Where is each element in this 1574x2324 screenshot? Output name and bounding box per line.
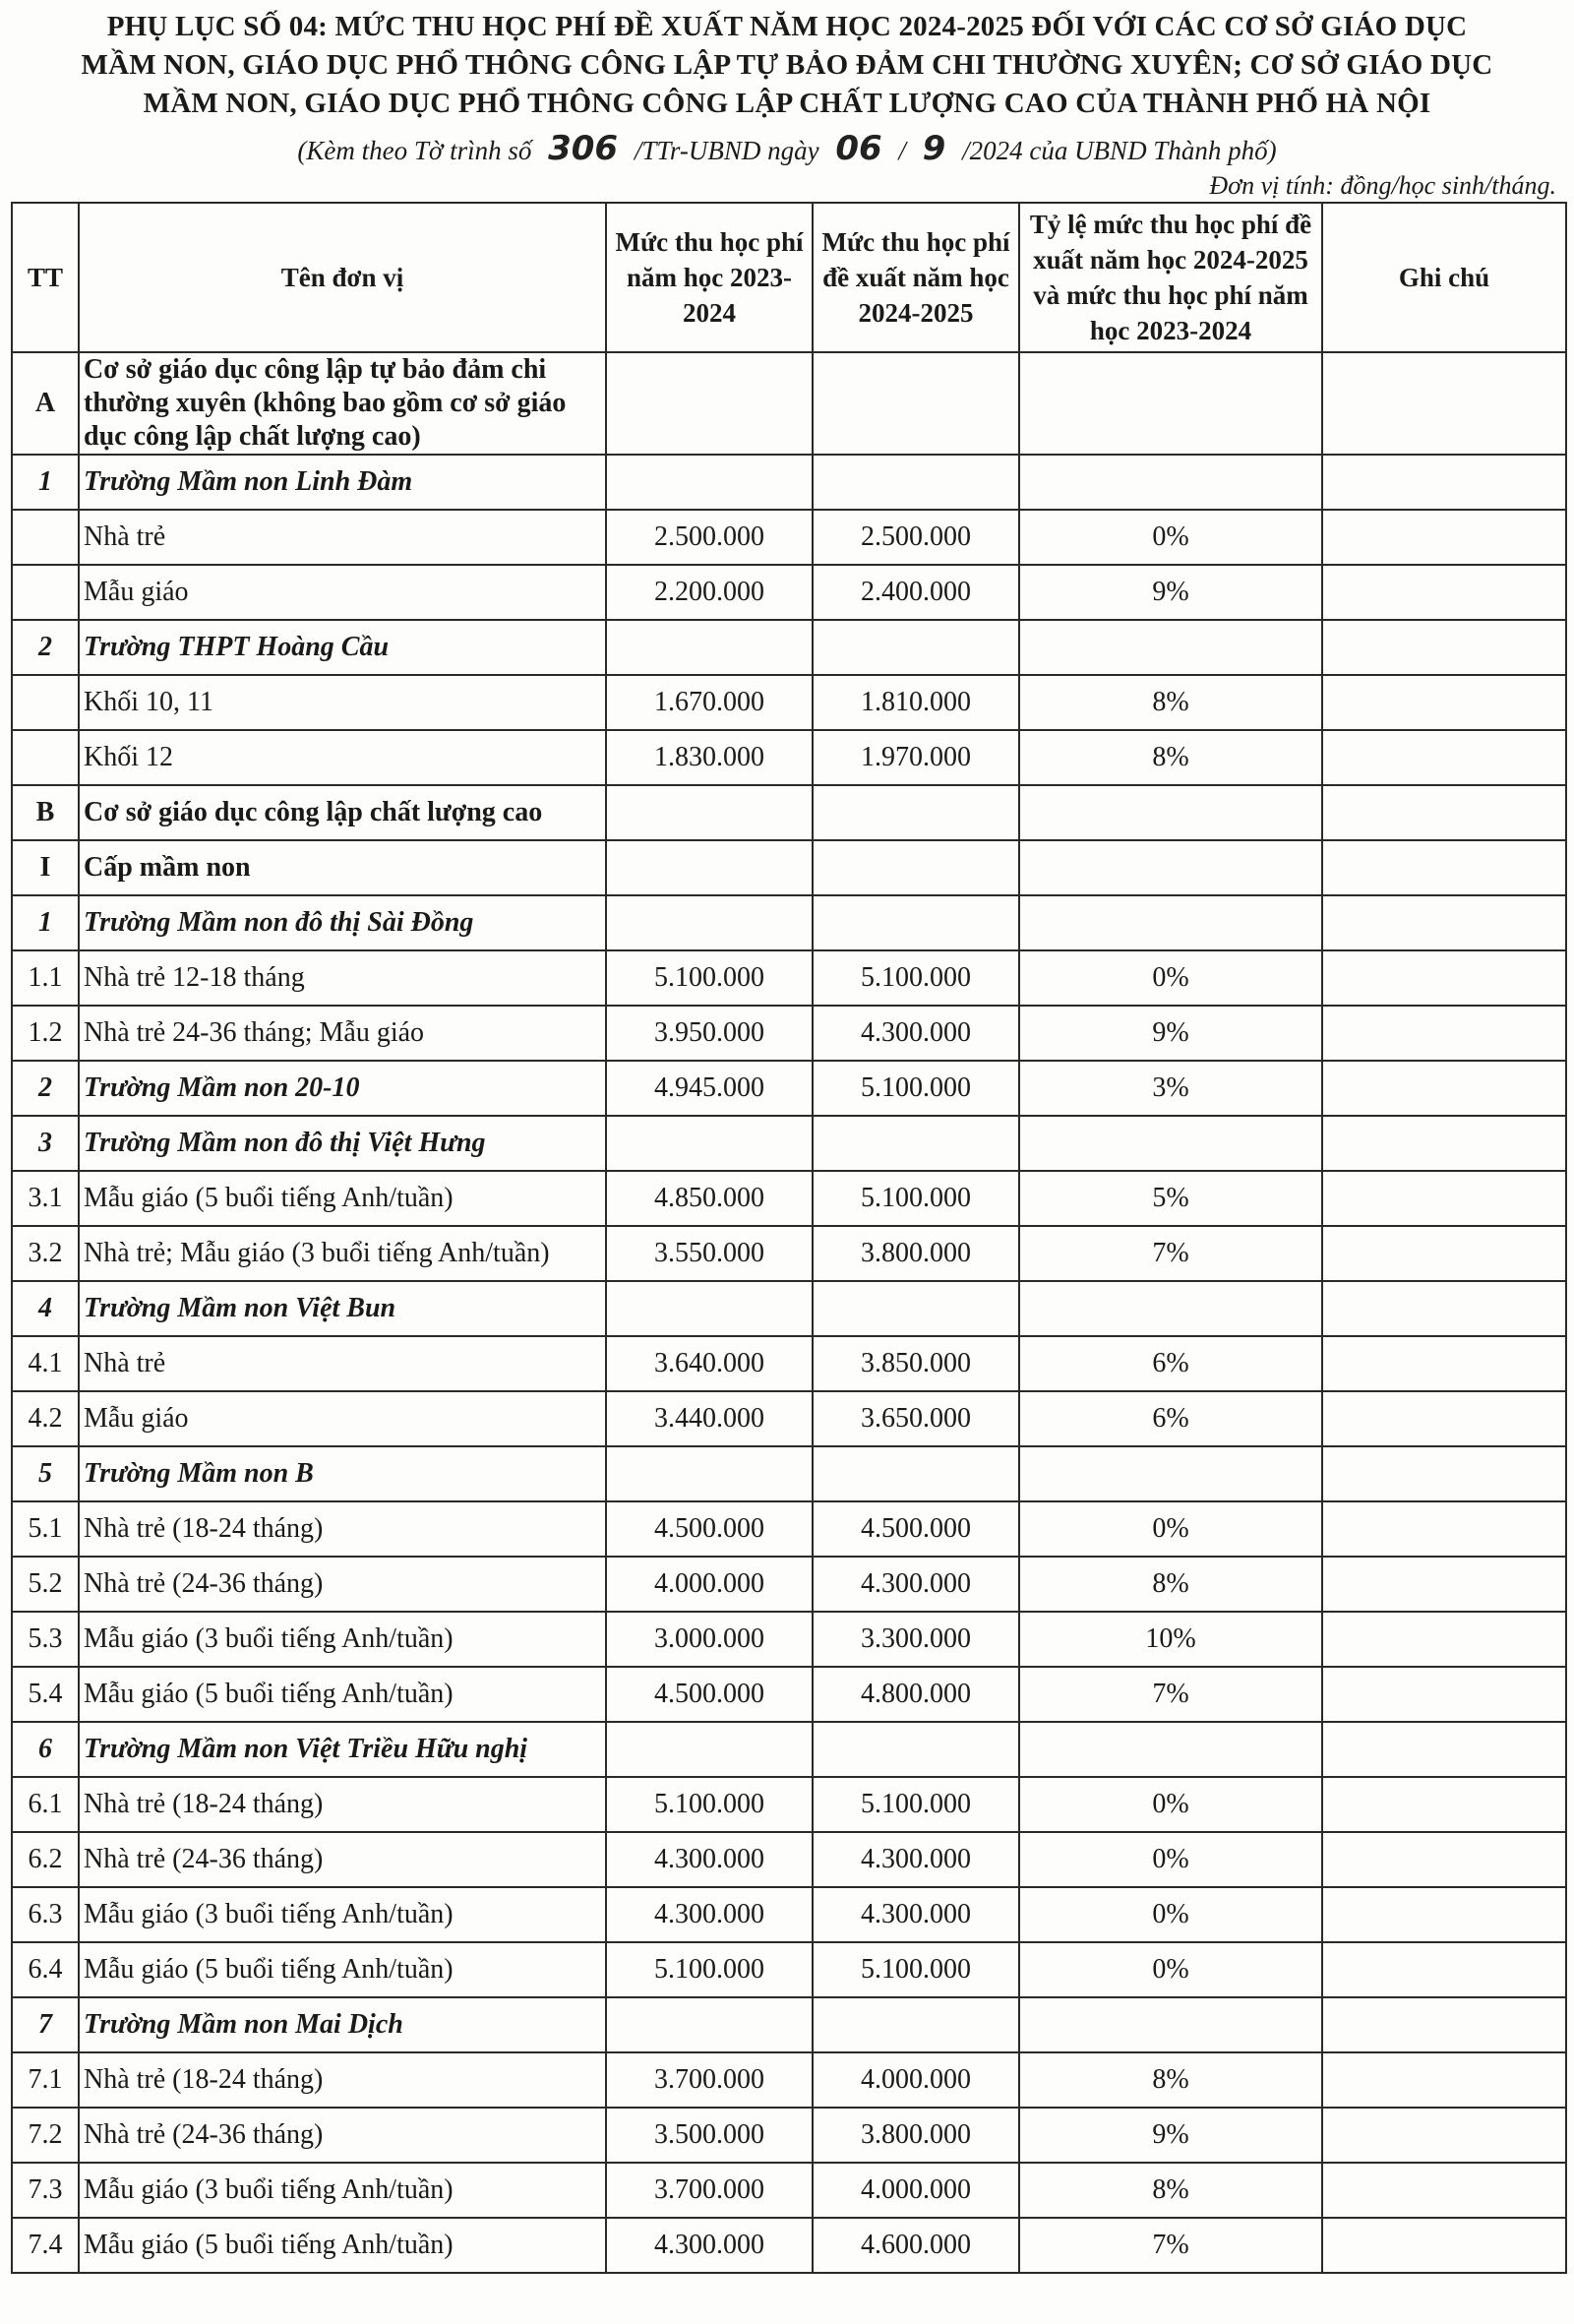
row-note-cell — [1322, 730, 1566, 785]
fee-table — [11, 202, 1567, 2274]
row-name-cell: Nhà trẻ — [79, 510, 606, 565]
row-ratio-cell — [1019, 352, 1322, 455]
row-tt-cell: 3.1 — [12, 1171, 79, 1226]
row-tt-cell: 4 — [12, 1281, 79, 1336]
row-note-cell — [1322, 455, 1566, 510]
row-name-cell: Cơ sở giáo dục công lập chất lượng cao — [79, 785, 606, 840]
row-name-cell: Khối 10, 11 — [79, 675, 606, 730]
row-tt-cell: 6.4 — [12, 1942, 79, 1997]
table-row — [12, 2108, 1566, 2163]
column-header-tt: TT — [12, 203, 79, 352]
row-fee-2024-2025-cell — [813, 840, 1019, 895]
row-name-cell: Trường Mầm non Mai Dịch — [79, 1997, 606, 2052]
row-name-cell: Trường Mầm non Việt Bun — [79, 1281, 606, 1336]
row-ratio-cell — [1019, 1281, 1322, 1336]
title-line: MẦM NON, GIÁO DỤC PHỔ THÔNG CÔNG LẬP CHẤT LƯỢNG CAO CỦA THÀNH PHỐ HÀ NỘI — [143, 88, 1431, 119]
table-row — [12, 840, 1566, 895]
row-name-cell: Nhà trẻ (18-24 tháng) — [79, 1777, 606, 1832]
row-tt-cell: A — [12, 352, 79, 455]
row-fee-2023-2024-cell — [606, 620, 813, 675]
table-row — [12, 1116, 1566, 1171]
row-tt-cell: 4.1 — [12, 1336, 79, 1391]
row-ratio-cell: 8% — [1019, 1557, 1322, 1612]
row-fee-2024-2025-cell: 4.800.000 — [813, 1667, 1019, 1722]
table-row — [12, 1391, 1566, 1446]
row-note-cell — [1322, 352, 1566, 455]
table-row — [12, 1501, 1566, 1557]
row-note-cell — [1322, 1061, 1566, 1116]
row-note-cell — [1322, 840, 1566, 895]
row-fee-2023-2024-cell: 3.640.000 — [606, 1336, 813, 1391]
row-ratio-cell: 9% — [1019, 2108, 1322, 2163]
row-ratio-cell — [1019, 1997, 1322, 2052]
row-name-cell: Nhà trẻ (24-36 tháng) — [79, 2108, 606, 2163]
row-note-cell — [1322, 1612, 1566, 1667]
row-ratio-cell: 5% — [1019, 1171, 1322, 1226]
row-name-cell: Mẫu giáo (5 buổi tiếng Anh/tuần) — [79, 2218, 606, 2273]
column-header-fee-2024-2025: Mức thu học phí đề xuất năm học 2024-2025 — [813, 203, 1019, 352]
row-note-cell — [1322, 2052, 1566, 2108]
row-fee-2023-2024-cell: 2.200.000 — [606, 565, 813, 620]
row-ratio-cell: 8% — [1019, 675, 1322, 730]
row-note-cell — [1322, 565, 1566, 620]
row-fee-2023-2024-cell: 4.945.000 — [606, 1061, 813, 1116]
row-note-cell — [1322, 1942, 1566, 1997]
row-note-cell — [1322, 675, 1566, 730]
row-tt-cell: 7.1 — [12, 2052, 79, 2108]
row-name-cell: Mẫu giáo (3 buổi tiếng Anh/tuần) — [79, 1887, 606, 1942]
table-row — [12, 1006, 1566, 1061]
row-fee-2024-2025-cell: 1.970.000 — [813, 730, 1019, 785]
row-ratio-cell — [1019, 840, 1322, 895]
table-row — [12, 1281, 1566, 1336]
row-tt-cell: 1.1 — [12, 950, 79, 1006]
row-name-cell: Trường THPT Hoàng Cầu — [79, 620, 606, 675]
row-name-cell: Mẫu giáo (3 buổi tiếng Anh/tuần) — [79, 2163, 606, 2218]
row-fee-2023-2024-cell — [606, 352, 813, 455]
table-row — [12, 950, 1566, 1006]
row-fee-2024-2025-cell: 3.800.000 — [813, 1226, 1019, 1281]
row-fee-2024-2025-cell: 4.300.000 — [813, 1006, 1019, 1061]
row-fee-2023-2024-cell: 3.700.000 — [606, 2163, 813, 2218]
table-row — [12, 785, 1566, 840]
row-fee-2023-2024-cell: 1.830.000 — [606, 730, 813, 785]
row-note-cell — [1322, 1006, 1566, 1061]
row-ratio-cell: 0% — [1019, 1887, 1322, 1942]
row-ratio-cell — [1019, 1722, 1322, 1777]
row-name-cell: Mẫu giáo (5 buổi tiếng Anh/tuần) — [79, 1942, 606, 1997]
row-fee-2024-2025-cell: 5.100.000 — [813, 1942, 1019, 1997]
table-row — [12, 1171, 1566, 1226]
row-name-cell: Mẫu giáo — [79, 1391, 606, 1446]
row-tt-cell: 6.3 — [12, 1887, 79, 1942]
row-ratio-cell: 0% — [1019, 1832, 1322, 1887]
row-tt-cell: 1.2 — [12, 1006, 79, 1061]
row-fee-2023-2024-cell — [606, 1722, 813, 1777]
row-name-cell: Mẫu giáo — [79, 565, 606, 620]
row-ratio-cell — [1019, 785, 1322, 840]
row-ratio-cell: 0% — [1019, 950, 1322, 1006]
row-fee-2024-2025-cell — [813, 1997, 1019, 2052]
row-ratio-cell: 7% — [1019, 1226, 1322, 1281]
row-fee-2024-2025-cell — [813, 1446, 1019, 1501]
row-fee-2023-2024-cell: 5.100.000 — [606, 1777, 813, 1832]
row-tt-cell: 7.4 — [12, 2218, 79, 2273]
row-tt-cell: 5.2 — [12, 1557, 79, 1612]
title-line: MẦM NON, GIÁO DỤC PHỔ THÔNG CÔNG LẬP TỰ BẢO ĐẢM CHI THƯỜNG XUYÊN; CƠ SỞ GIÁO DỤC — [81, 49, 1493, 81]
row-fee-2023-2024-cell — [606, 840, 813, 895]
row-tt-cell: 6.1 — [12, 1777, 79, 1832]
unit-note: Đơn vị tính: đồng/học sinh/tháng. — [1209, 171, 1556, 200]
table-row — [12, 455, 1566, 510]
row-fee-2024-2025-cell — [813, 1281, 1019, 1336]
row-tt-cell: 4.2 — [12, 1391, 79, 1446]
table-row — [12, 1612, 1566, 1667]
row-note-cell — [1322, 2218, 1566, 2273]
row-fee-2023-2024-cell — [606, 1116, 813, 1171]
row-tt-cell: 5 — [12, 1446, 79, 1501]
row-fee-2023-2024-cell: 3.440.000 — [606, 1391, 813, 1446]
row-ratio-cell: 6% — [1019, 1336, 1322, 1391]
table-row — [12, 1997, 1566, 2052]
row-name-cell: Mẫu giáo (5 buổi tiếng Anh/tuần) — [79, 1667, 606, 1722]
fee-table-body — [12, 352, 1566, 2273]
subtitle-prefix: (Kèm theo Tờ trình số — [297, 136, 532, 165]
table-row — [12, 620, 1566, 675]
row-ratio-cell: 8% — [1019, 2163, 1322, 2218]
row-name-cell: Cơ sở giáo dục công lập tự bảo đảm chi thường xuyên (không bao gồm cơ sở giáo dục công lập chất lượng cao) — [79, 352, 606, 455]
subtitle-mid: /TTr-UBND ngày — [634, 136, 819, 165]
row-note-cell — [1322, 785, 1566, 840]
row-fee-2024-2025-cell: 5.100.000 — [813, 1061, 1019, 1116]
row-name-cell: Nhà trẻ (24-36 tháng) — [79, 1832, 606, 1887]
row-fee-2023-2024-cell: 4.000.000 — [606, 1557, 813, 1612]
row-fee-2024-2025-cell — [813, 895, 1019, 950]
table-row — [12, 510, 1566, 565]
row-fee-2024-2025-cell: 5.100.000 — [813, 1171, 1019, 1226]
table-row — [12, 1722, 1566, 1777]
row-ratio-cell: 3% — [1019, 1061, 1322, 1116]
row-ratio-cell: 8% — [1019, 2052, 1322, 2108]
row-name-cell: Nhà trẻ — [79, 1336, 606, 1391]
table-row — [12, 1557, 1566, 1612]
row-note-cell — [1322, 1446, 1566, 1501]
row-note-cell — [1322, 1722, 1566, 1777]
row-tt-cell: 1 — [12, 455, 79, 510]
row-name-cell: Mẫu giáo (5 buổi tiếng Anh/tuần) — [79, 1171, 606, 1226]
table-row — [12, 1446, 1566, 1501]
row-fee-2024-2025-cell: 3.800.000 — [813, 2108, 1019, 2163]
row-tt-cell: 7.2 — [12, 2108, 79, 2163]
row-tt-cell — [12, 565, 79, 620]
row-fee-2024-2025-cell: 4.300.000 — [813, 1887, 1019, 1942]
table-row — [12, 2052, 1566, 2108]
handwritten-day: 06 — [835, 129, 882, 168]
row-tt-cell: 5.3 — [12, 1612, 79, 1667]
row-name-cell: Mẫu giáo (3 buổi tiếng Anh/tuần) — [79, 1612, 606, 1667]
row-fee-2024-2025-cell: 4.300.000 — [813, 1832, 1019, 1887]
row-fee-2024-2025-cell: 3.300.000 — [813, 1612, 1019, 1667]
row-fee-2023-2024-cell: 4.500.000 — [606, 1667, 813, 1722]
row-fee-2023-2024-cell: 4.850.000 — [606, 1171, 813, 1226]
row-note-cell — [1322, 1336, 1566, 1391]
row-note-cell — [1322, 895, 1566, 950]
row-tt-cell: 2 — [12, 620, 79, 675]
date-separator: / — [898, 136, 906, 165]
row-fee-2024-2025-cell: 4.500.000 — [813, 1501, 1019, 1557]
row-name-cell: Trường Mầm non 20-10 — [79, 1061, 606, 1116]
row-fee-2023-2024-cell: 3.000.000 — [606, 1612, 813, 1667]
row-fee-2024-2025-cell — [813, 1116, 1019, 1171]
row-fee-2023-2024-cell: 4.300.000 — [606, 1887, 813, 1942]
row-note-cell — [1322, 2163, 1566, 2218]
table-row — [12, 2163, 1566, 2218]
row-tt-cell — [12, 730, 79, 785]
row-fee-2023-2024-cell: 4.300.000 — [606, 1832, 813, 1887]
table-row — [12, 1887, 1566, 1942]
row-name-cell: Trường Mầm non đô thị Sài Đồng — [79, 895, 606, 950]
row-name-cell: Cấp mầm non — [79, 840, 606, 895]
row-ratio-cell: 8% — [1019, 730, 1322, 785]
row-fee-2024-2025-cell — [813, 1722, 1019, 1777]
row-note-cell — [1322, 1171, 1566, 1226]
column-header-ratio: Tỷ lệ mức thu học phí đề xuất năm học 2024-2025 và mức thu học phí năm học 2023-2024 — [1019, 203, 1322, 352]
table-row — [12, 2218, 1566, 2273]
row-fee-2023-2024-cell: 3.500.000 — [606, 2108, 813, 2163]
row-note-cell — [1322, 620, 1566, 675]
table-row — [12, 1226, 1566, 1281]
row-ratio-cell: 0% — [1019, 1777, 1322, 1832]
row-tt-cell: 7 — [12, 1997, 79, 2052]
row-ratio-cell: 9% — [1019, 1006, 1322, 1061]
row-ratio-cell: 7% — [1019, 1667, 1322, 1722]
row-fee-2024-2025-cell: 4.600.000 — [813, 2218, 1019, 2273]
row-ratio-cell — [1019, 1446, 1322, 1501]
row-fee-2024-2025-cell: 2.400.000 — [813, 565, 1019, 620]
row-name-cell: Nhà trẻ; Mẫu giáo (3 buổi tiếng Anh/tuần) — [79, 1226, 606, 1281]
row-tt-cell: B — [12, 785, 79, 840]
row-fee-2023-2024-cell: 3.550.000 — [606, 1226, 813, 1281]
row-tt-cell: 3 — [12, 1116, 79, 1171]
row-fee-2023-2024-cell: 2.500.000 — [606, 510, 813, 565]
row-fee-2023-2024-cell: 5.100.000 — [606, 950, 813, 1006]
row-fee-2023-2024-cell — [606, 455, 813, 510]
row-ratio-cell — [1019, 620, 1322, 675]
row-note-cell — [1322, 1997, 1566, 2052]
row-ratio-cell — [1019, 1116, 1322, 1171]
document-subtitle — [0, 129, 1574, 168]
table-header-row — [12, 203, 1566, 352]
row-name-cell: Trường Mầm non Việt Triều Hữu nghị — [79, 1722, 606, 1777]
row-note-cell — [1322, 2108, 1566, 2163]
row-name-cell: Nhà trẻ (18-24 tháng) — [79, 1501, 606, 1557]
table-row — [12, 730, 1566, 785]
row-tt-cell: 5.4 — [12, 1667, 79, 1722]
table-row — [12, 675, 1566, 730]
row-fee-2023-2024-cell: 1.670.000 — [606, 675, 813, 730]
row-note-cell — [1322, 1777, 1566, 1832]
row-tt-cell: 3.2 — [12, 1226, 79, 1281]
row-tt-cell: 7.3 — [12, 2163, 79, 2218]
row-tt-cell: 2 — [12, 1061, 79, 1116]
row-note-cell — [1322, 950, 1566, 1006]
title-line: PHỤ LỤC SỐ 04: MỨC THU HỌC PHÍ ĐỀ XUẤT NĂM HỌC 2024-2025 ĐỐI VỚI CÁC CƠ SỞ GIÁO DỤC — [106, 11, 1468, 42]
row-fee-2023-2024-cell: 3.950.000 — [606, 1006, 813, 1061]
row-fee-2023-2024-cell — [606, 785, 813, 840]
handwritten-month: 9 — [922, 129, 946, 168]
row-name-cell: Trường Mầm non B — [79, 1446, 606, 1501]
row-ratio-cell: 7% — [1019, 2218, 1322, 2273]
row-note-cell — [1322, 1391, 1566, 1446]
row-note-cell — [1322, 510, 1566, 565]
row-fee-2024-2025-cell: 5.100.000 — [813, 950, 1019, 1006]
table-row — [12, 1061, 1566, 1116]
row-name-cell: Nhà trẻ (18-24 tháng) — [79, 2052, 606, 2108]
row-name-cell: Nhà trẻ (24-36 tháng) — [79, 1557, 606, 1612]
row-name-cell: Nhà trẻ 24-36 tháng; Mẫu giáo — [79, 1006, 606, 1061]
row-fee-2023-2024-cell: 3.700.000 — [606, 2052, 813, 2108]
table-row — [12, 1832, 1566, 1887]
row-ratio-cell — [1019, 895, 1322, 950]
row-ratio-cell: 0% — [1019, 1501, 1322, 1557]
row-tt-cell: I — [12, 840, 79, 895]
row-fee-2024-2025-cell: 4.000.000 — [813, 2052, 1019, 2108]
row-name-cell: Trường Mầm non đô thị Việt Hưng — [79, 1116, 606, 1171]
row-fee-2023-2024-cell — [606, 895, 813, 950]
column-header-name: Tên đơn vị — [79, 203, 606, 352]
row-fee-2024-2025-cell: 1.810.000 — [813, 675, 1019, 730]
row-fee-2024-2025-cell — [813, 352, 1019, 455]
row-fee-2024-2025-cell: 2.500.000 — [813, 510, 1019, 565]
row-name-cell: Nhà trẻ 12-18 tháng — [79, 950, 606, 1006]
row-ratio-cell: 9% — [1019, 565, 1322, 620]
row-fee-2023-2024-cell: 5.100.000 — [606, 1942, 813, 1997]
row-note-cell — [1322, 1887, 1566, 1942]
row-fee-2023-2024-cell: 4.300.000 — [606, 2218, 813, 2273]
document-title — [0, 8, 1574, 123]
row-ratio-cell: 10% — [1019, 1612, 1322, 1667]
row-fee-2024-2025-cell — [813, 620, 1019, 675]
subtitle-suffix: /2024 của UBND Thành phố) — [962, 136, 1277, 165]
table-row — [12, 895, 1566, 950]
row-tt-cell: 1 — [12, 895, 79, 950]
row-fee-2024-2025-cell: 4.300.000 — [813, 1557, 1019, 1612]
row-tt-cell: 6.2 — [12, 1832, 79, 1887]
row-tt-cell — [12, 510, 79, 565]
table-row — [12, 1777, 1566, 1832]
table-row — [12, 1667, 1566, 1722]
row-fee-2024-2025-cell — [813, 785, 1019, 840]
row-fee-2024-2025-cell: 4.000.000 — [813, 2163, 1019, 2218]
row-name-cell: Khối 12 — [79, 730, 606, 785]
row-fee-2024-2025-cell — [813, 455, 1019, 510]
row-fee-2023-2024-cell — [606, 1997, 813, 2052]
column-header-fee-2023-2024: Mức thu học phí năm học 2023-2024 — [606, 203, 813, 352]
row-note-cell — [1322, 1281, 1566, 1336]
row-tt-cell — [12, 675, 79, 730]
row-fee-2023-2024-cell — [606, 1446, 813, 1501]
row-tt-cell: 5.1 — [12, 1501, 79, 1557]
row-note-cell — [1322, 1116, 1566, 1171]
row-tt-cell: 6 — [12, 1722, 79, 1777]
row-note-cell — [1322, 1501, 1566, 1557]
handwritten-doc-number: 306 — [548, 129, 619, 168]
table-row — [12, 1336, 1566, 1391]
row-ratio-cell — [1019, 455, 1322, 510]
row-fee-2023-2024-cell: 4.500.000 — [606, 1501, 813, 1557]
row-ratio-cell: 0% — [1019, 510, 1322, 565]
row-note-cell — [1322, 1226, 1566, 1281]
row-ratio-cell: 0% — [1019, 1942, 1322, 1997]
row-fee-2024-2025-cell: 3.650.000 — [813, 1391, 1019, 1446]
row-fee-2024-2025-cell: 5.100.000 — [813, 1777, 1019, 1832]
table-row — [12, 352, 1566, 455]
table-row — [12, 1942, 1566, 1997]
row-ratio-cell: 6% — [1019, 1391, 1322, 1446]
row-fee-2023-2024-cell — [606, 1281, 813, 1336]
row-fee-2024-2025-cell: 3.850.000 — [813, 1336, 1019, 1391]
row-note-cell — [1322, 1557, 1566, 1612]
column-header-note: Ghi chú — [1322, 203, 1566, 352]
row-note-cell — [1322, 1832, 1566, 1887]
row-name-cell: Trường Mầm non Linh Đàm — [79, 455, 606, 510]
row-note-cell — [1322, 1667, 1566, 1722]
table-row — [12, 565, 1566, 620]
